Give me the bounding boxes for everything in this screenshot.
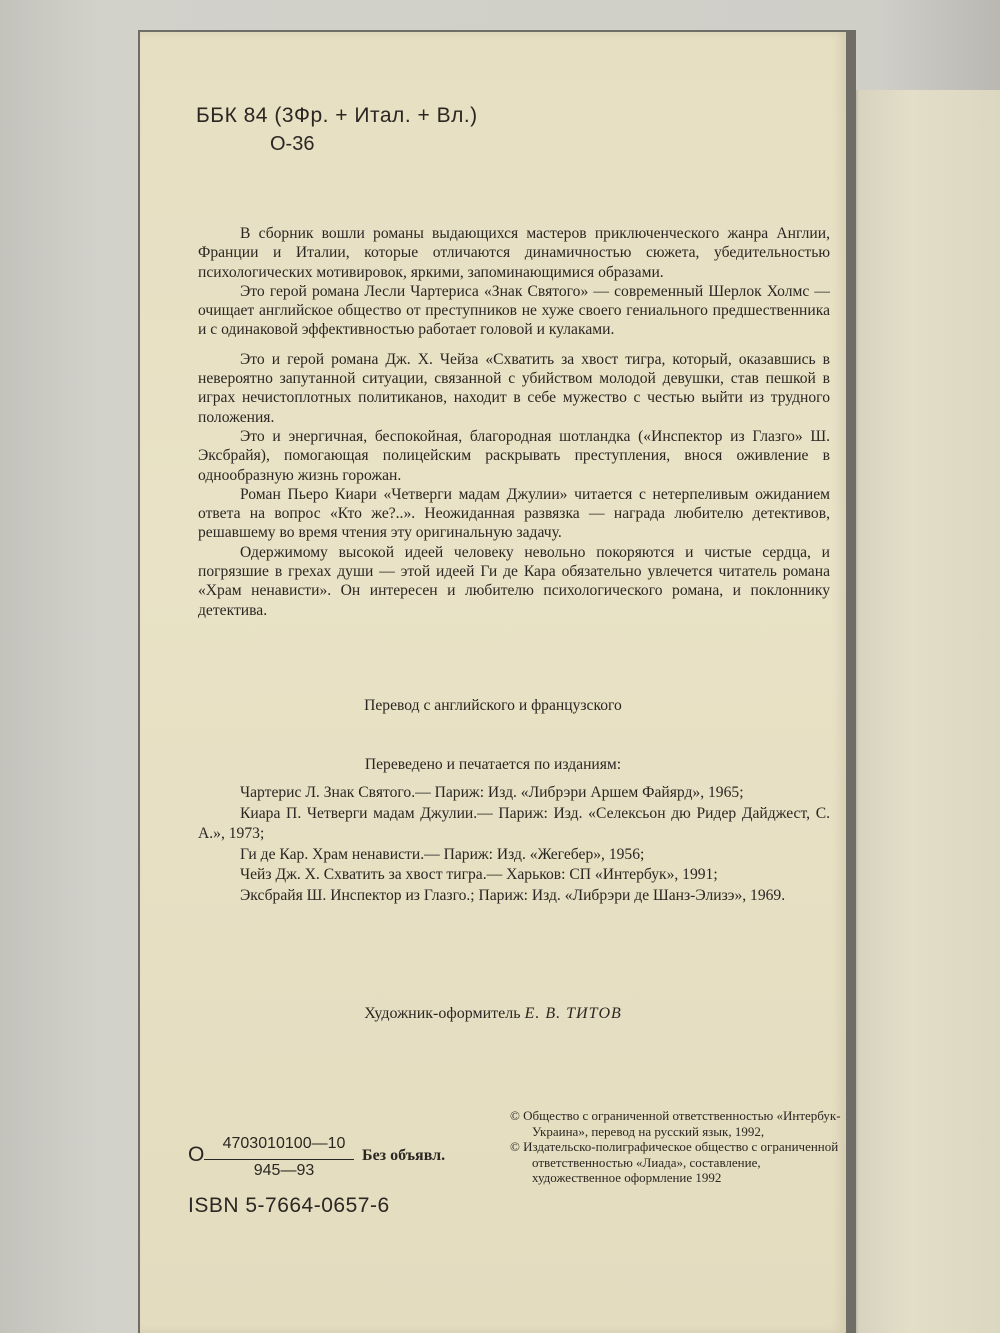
published-from-heading: Переведено и печатается по изданиям: — [364, 756, 622, 773]
annotation-paragraph: Роман Пьеро Киари «Четверги мадам Джулии» читается с нетерпеливым ожиданием ответа на вопрос «Кто же?..». Неожиданная развязка — награда любителю детективов, решавшему во время чтения эту оригинальную задачу. — [198, 485, 830, 542]
facing-page — [850, 90, 1000, 1333]
artist-role: Художник-оформитель — [364, 1005, 521, 1022]
annotation — [198, 224, 830, 620]
annotation-paragraph: В сборник вошли романы выдающихся мастеров приключенческого жанра Англии, Франции и Италии, которые отличаются динамичностью сюжета, убедительностью психологических мотивировок, яркими, запоминающимися образами. — [198, 225, 830, 281]
bbk-classification: ББК 84 (3Фр. + Итал. + Вл.) — [196, 104, 478, 127]
catalog-numerator: 4703010100—10 — [222, 1135, 346, 1152]
catalog-note: Без объявл. — [362, 1147, 446, 1164]
catalog-prefix: О — [188, 1143, 205, 1166]
catalog-denominator: 945—93 — [253, 1162, 315, 1179]
copyright-notice: © Издательско-полиграфическое общество с ограниченной ответственностью «Лиада», составление, художественное оформление 1992 — [510, 1139, 839, 1186]
source-edition: Эксбрайя Ш. Инспектор из Глазго.; Париж: Изд. «Либрэри де Шанз-Элизэ», 1969. — [240, 886, 786, 904]
book-page — [140, 32, 846, 1333]
fraction-line — [204, 1159, 354, 1160]
copyright-block — [510, 1108, 845, 1186]
copyright-notice: © Общество с ограниченной ответственностью «Интербук-Украина», перевод на русский язык, 1992, — [510, 1108, 841, 1139]
source-edition: Киара П. Четверги мадам Джулии.— Париж: Изд. «Селексьон дю Ридер Дайджест, С. А.», 1973; — [198, 804, 830, 842]
annotation-paragraph: Это и герой романа Дж. Х. Чейза «Схватить за хвост тигра, который, оказавшись в невероятно запутанной ситуации, связанной с убийством молодой девушки, став пешкой в играх нечистоплотных политиканов, находит в себе мужество с честью выйти из трудного положения. — [198, 350, 830, 426]
source-edition: Чартерис Л. Знак Святого.— Париж: Изд. «Либрэри Аршем Файярд», 1965; — [240, 784, 744, 801]
source-edition: Чейз Дж. Х. Схватить за хвост тигра.— Харьков: СП «Интербук», 1991; — [240, 866, 718, 883]
source-editions-list — [198, 783, 830, 906]
annotation-paragraph: Одержимому высокой идеей человеку невольно покоряются и чистые сердца, и погрязшие в грехах души — этой идеей Ги де Кара обязательно увлечется читатель романа «Храм ненависти». Он интересен и любителю психологического романа, и поклоннику детектива. — [198, 543, 830, 619]
translation-note: Перевод с английского и французского — [364, 697, 622, 714]
artist-name: Е. В. ТИТОВ — [524, 1005, 622, 1022]
annotation-paragraph: Это герой романа Лесли Чартериса «Знак Святого» — современный Шерлок Холмс — очищает английское общество от преступников не хуже своего гениального предшественника и с одинаковой эффективностью работает головой и кулаками. — [198, 282, 830, 339]
annotation-paragraph: Это и энергичная, беспокойная, благородная шотландка («Инспектор из Глазго» Ш. Эксбрайя), помогающая полицейским раскрывать преступления, внося оживление в однообразную жизнь горожан. — [198, 427, 830, 484]
source-edition: Ги де Кар. Храм ненависти.— Париж: Изд. «Жегебер», 1956; — [240, 845, 645, 863]
isbn: ISBN 5-7664-0657-6 — [188, 1194, 390, 1217]
author-sign-code: О-36 — [270, 133, 315, 155]
artist-credit — [140, 1005, 846, 1023]
